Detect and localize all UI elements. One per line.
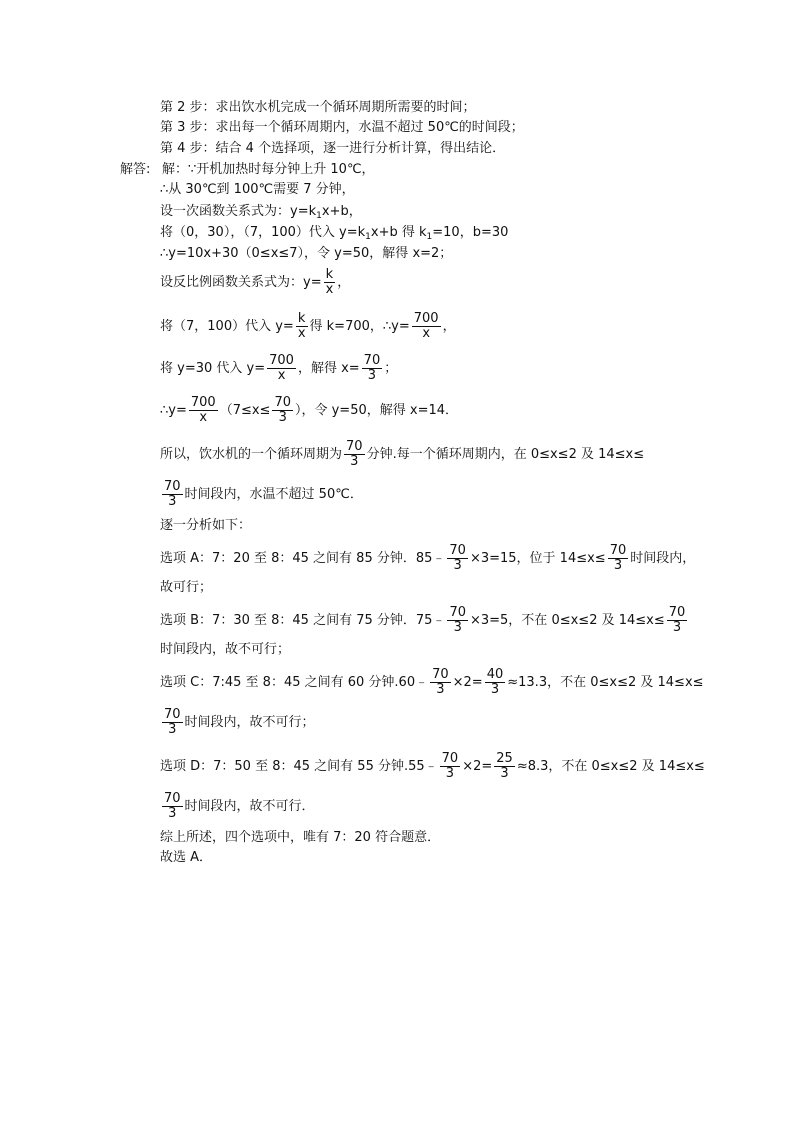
subscript: 1 — [426, 232, 433, 242]
fraction-denominator: x — [277, 368, 286, 383]
option-c-conclusion — [160, 708, 315, 737]
step-4-text: 第 4 步：结合 4 个选择项，逐一进行分析计算，得出结论． — [160, 141, 506, 156]
solution-line-5: ∴y=10x+30（0≤x≤7），令 y=50，解得 x=2； — [160, 246, 453, 261]
text-segment: 时间段内，故不可行； — [184, 715, 315, 730]
fraction-denominator: 3 — [490, 682, 500, 697]
text-segment: ×2= — [462, 759, 493, 774]
solution-line-11 — [160, 480, 363, 509]
fraction-numerator: 70 — [432, 667, 449, 682]
text-segment: x+b， — [321, 204, 362, 219]
text-segment: 将 y=30 代入 y= — [160, 361, 266, 376]
text-segment: （7≤x≤ — [219, 403, 271, 418]
text-segment: 选项 B：7：30 至 8：45 之间有 75 分钟．75﹣ — [160, 613, 446, 628]
solution-line-8 — [160, 354, 397, 383]
text-segment: ∴y= — [160, 403, 187, 418]
fraction-numerator: 70 — [363, 353, 381, 368]
summary-line: 综上所述，四个选项中，唯有 7：20 符合题意． — [160, 830, 441, 845]
fraction-numerator: k — [324, 268, 336, 283]
fraction-numerator: 70 — [441, 751, 459, 766]
solution-line-2: ∴从 30℃到 100℃需要 7 分钟， — [160, 182, 355, 197]
option-d-conclusion — [160, 792, 315, 821]
fraction-denominator: 3 — [168, 722, 177, 737]
option-d-line — [160, 752, 705, 781]
text-segment: 所以，饮水机的一个循环周期为 — [160, 447, 343, 462]
solution-line-4 — [160, 225, 508, 245]
fraction-denominator: 3 — [672, 620, 682, 635]
solution-line-6 — [160, 268, 350, 297]
text-segment: ），令 y=50，解得 x=14． — [294, 403, 459, 418]
fraction-denominator: 3 — [436, 682, 445, 697]
text-segment: ×3=15，位于 14≤x≤ — [469, 551, 606, 566]
text-segment: ×2= — [452, 675, 483, 690]
fraction-numerator: 700 — [269, 353, 294, 368]
analysis-heading: 逐一分析如下： — [160, 518, 252, 533]
fraction-numerator: 70 — [164, 707, 181, 722]
fraction — [272, 396, 293, 425]
fraction — [267, 354, 296, 383]
text-segment: 设反比例函数关系式为：y= — [160, 275, 322, 290]
fraction — [296, 312, 308, 341]
text-segment: 时间段内， — [630, 551, 696, 566]
text-segment: ≈8.3，不在 0≤x≤2 及 14≤x≤ — [516, 759, 705, 774]
fraction — [324, 268, 336, 297]
solution-line-7 — [160, 312, 456, 341]
text-segment: ，解得 x= — [297, 361, 360, 376]
fraction-denominator: x — [422, 326, 431, 341]
fraction-denominator: 3 — [350, 454, 359, 469]
solution-line-3 — [160, 204, 362, 224]
fraction-numerator: 70 — [449, 605, 466, 620]
text-segment: 时间段内，故不可行． — [184, 799, 315, 814]
subscript: 1 — [316, 211, 322, 221]
fraction — [440, 752, 461, 781]
text-segment: 将（7，100）代入 y= — [160, 319, 294, 334]
fraction — [189, 396, 218, 425]
fraction-numerator: 70 — [164, 479, 181, 494]
option-b-line — [160, 606, 689, 635]
fraction — [412, 312, 441, 341]
fraction-denominator: 3 — [500, 766, 509, 781]
fraction — [162, 480, 183, 509]
fraction-numerator: k — [296, 312, 308, 327]
fraction-numerator: 70 — [609, 543, 627, 558]
fraction-numerator: 40 — [486, 667, 504, 682]
fraction-numerator: 70 — [668, 605, 686, 620]
step-2-text: 第 2 步：求出饮水机完成一个循环周期所需要的时间； — [160, 100, 476, 115]
fraction — [362, 354, 383, 383]
text-segment: ≈13.3，不在 0≤x≤2 及 14≤x≤ — [507, 675, 704, 690]
fraction-denominator: 3 — [453, 620, 462, 635]
text-segment: 得 k=700，∴y= — [309, 319, 410, 334]
fraction — [162, 792, 183, 821]
fraction — [162, 708, 183, 737]
solution-label: 解答: — [120, 162, 151, 177]
option-c-line — [160, 668, 704, 697]
fraction-numerator: 700 — [190, 395, 216, 410]
fraction-denominator: 3 — [613, 558, 623, 573]
fraction — [447, 606, 468, 635]
fraction — [485, 668, 506, 697]
fraction — [344, 440, 365, 469]
text-segment: =10，b=30 — [432, 225, 509, 240]
subscript: 1 — [365, 232, 371, 242]
fraction-numerator: 70 — [164, 791, 181, 806]
text-segment: 分钟.每一个循环周期内，在 0≤x≤2 及 14≤x≤ — [366, 447, 645, 462]
step-3-text: 第 3 步：求出每一个循环周期内，水温不超过 50℃的时间段； — [160, 120, 524, 135]
fraction — [447, 544, 468, 573]
text-segment: ， — [337, 275, 351, 290]
text-segment: 选项 C：7:45 至 8：45 之间有 60 分钟.60﹣ — [160, 675, 429, 690]
fraction-denominator: 3 — [278, 410, 287, 425]
fraction — [667, 606, 688, 635]
fraction — [430, 668, 451, 697]
fraction-denominator: 3 — [168, 806, 177, 821]
fraction-numerator: 70 — [346, 439, 363, 454]
option-a-conclusion: 故可行； — [160, 580, 213, 595]
fraction-numerator: 70 — [274, 395, 291, 410]
fraction — [494, 752, 515, 781]
solution-line-10 — [160, 440, 644, 469]
text-segment: ； — [384, 361, 398, 376]
fraction-numerator: 70 — [449, 543, 466, 558]
solution-line-9 — [160, 396, 458, 425]
text-segment: 将（0，30），（7，100）代入 y=k — [160, 225, 366, 240]
option-a-line — [160, 544, 695, 573]
fraction-denominator: x — [325, 282, 334, 297]
fraction-denominator: x — [199, 410, 208, 425]
text-segment: 设一次函数关系式为：y=k — [160, 204, 317, 219]
text-segment: 选项 D：7：50 至 8：45 之间有 55 分钟.55﹣ — [160, 759, 438, 774]
option-b-conclusion: 时间段内，故不可行； — [160, 642, 291, 657]
text-segment: 时间段内，水温不超过 50℃． — [184, 487, 363, 502]
fraction-denominator: x — [297, 326, 306, 341]
text-segment: ， — [442, 319, 456, 334]
solution-line-1: 解：∵开机加热时每分钟上升 10℃， — [162, 162, 375, 177]
text-segment: x+b 得 k — [370, 225, 427, 240]
fraction-denominator: 3 — [453, 558, 462, 573]
fraction-numerator: 700 — [413, 311, 439, 326]
fraction-denominator: 3 — [367, 368, 377, 383]
fraction-numerator: 25 — [496, 751, 513, 766]
fraction — [608, 544, 629, 573]
fraction-denominator: 3 — [445, 766, 455, 781]
text-segment: 选项 A：7：20 至 8：45 之间有 85 分钟．85﹣ — [160, 551, 446, 566]
final-answer: 故选 A． — [160, 850, 213, 865]
text-segment: ×3=5，不在 0≤x≤2 及 14≤x≤ — [469, 613, 665, 628]
fraction-denominator: 3 — [168, 494, 177, 509]
